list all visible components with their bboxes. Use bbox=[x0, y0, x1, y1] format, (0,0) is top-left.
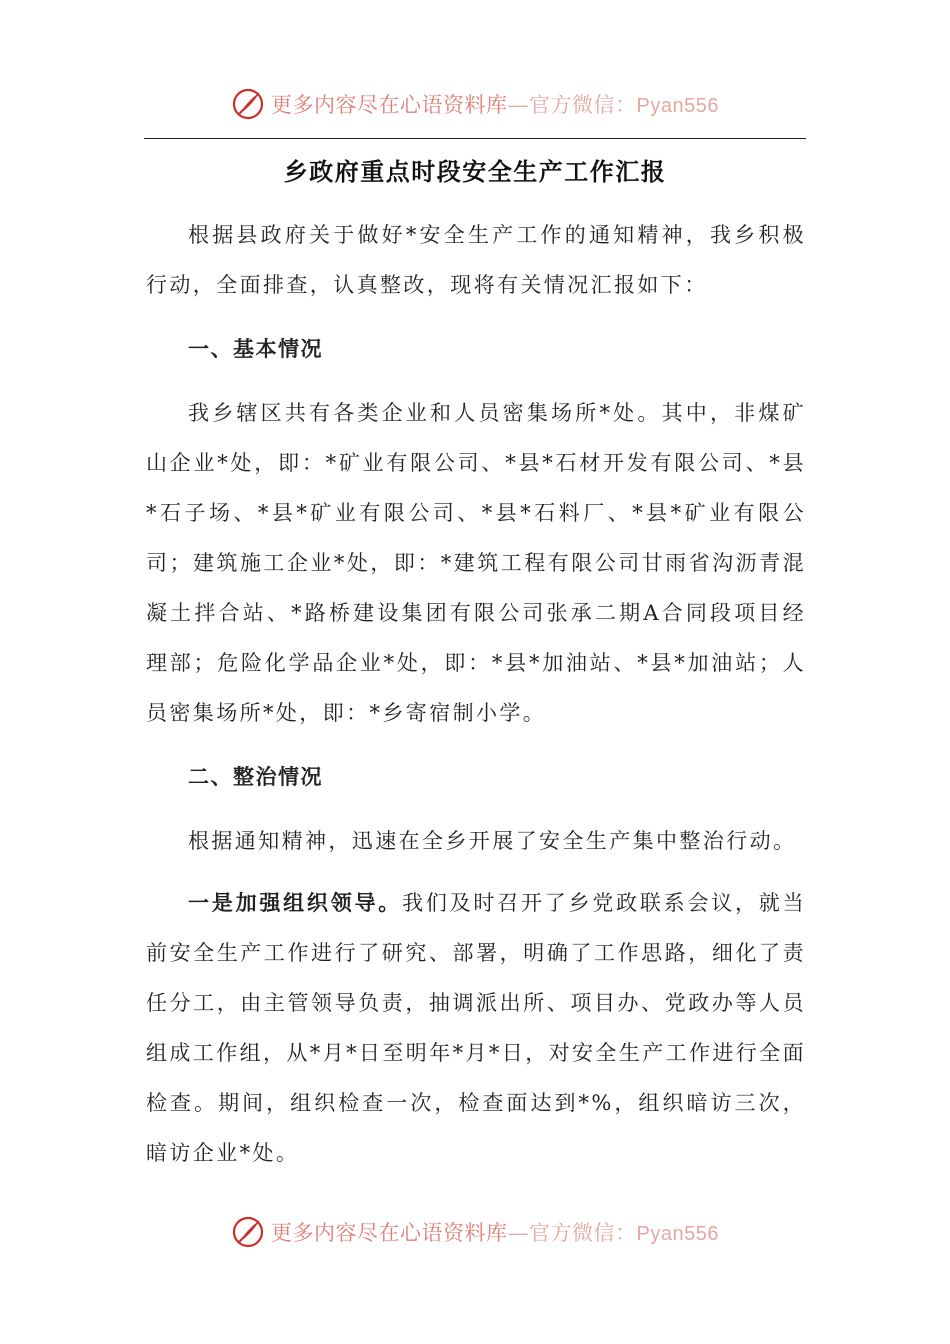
footer-banner-text bbox=[271, 1217, 719, 1247]
footer-banner-wechat-id: Pyan556 bbox=[636, 1223, 719, 1245]
item-organization-lead: 一是加强组织领导。 bbox=[188, 891, 403, 915]
item-organization-paragraph bbox=[146, 878, 806, 1178]
footer-banner-brand: 更多内容尽在心语资料库 bbox=[271, 1221, 508, 1245]
banner-text bbox=[271, 89, 719, 119]
intro-paragraph: 根据县政府关于做好*安全生产工作的通知精神，我乡积极行动，全面排查，认真整改，现将有关情况汇报如下： bbox=[146, 223, 806, 297]
banner-dash: — bbox=[507, 93, 530, 117]
section-heading-rectification: 二、整治情况 bbox=[188, 765, 323, 789]
document-title: 乡政府重点时段安全生产工作汇报 bbox=[283, 158, 667, 186]
banner-content bbox=[231, 87, 719, 121]
banner-wechat-label: 官方微信： bbox=[529, 93, 637, 117]
document-body bbox=[146, 210, 806, 1178]
section-rectification-intro: 根据通知精神，迅速在全乡开展了安全生产集中整治行动。 bbox=[188, 829, 797, 853]
footer-banner-wechat-label: 官方微信： bbox=[529, 1221, 637, 1245]
section-heading-basic: 一、基本情况 bbox=[188, 337, 323, 361]
footer-banner-content bbox=[231, 1215, 719, 1249]
banner-wechat-id: Pyan556 bbox=[636, 95, 719, 117]
feather-pen-logo-icon bbox=[231, 87, 265, 121]
section-basic-paragraph: 我乡辖区共有各类企业和人员密集场所*处。其中，非煤矿山企业*处，即：*矿业有限公司、*县*石材开发有限公司、*县*石子场、*县*矿业有限公司、*县*石料厂、*县*矿业有限公司；建筑施工企业*处，即：*建筑工程有限公司甘雨省沟沥青混凝土拌合站、*路桥建设集团有限公司张承二期A合同段项目经理部；危险化学品企业*处，即：*县*加油站、*县*加油站；人员密集场所*处，即：*乡寄宿制小学。 bbox=[146, 401, 806, 725]
footer-banner-dash: — bbox=[507, 1221, 530, 1245]
banner-brand: 更多内容尽在心语资料库 bbox=[271, 93, 508, 117]
footer-banner bbox=[0, 1210, 950, 1254]
header-divider bbox=[144, 138, 806, 139]
feather-pen-logo-icon bbox=[231, 1215, 265, 1249]
header-banner bbox=[0, 82, 950, 126]
item-organization-body: 我们及时召开了乡党政联系会议，就当前安全生产工作进行了研究、部署，明确了工作思路，细化了责任分工，由主管领导负责，抽调派出所、项目办、党政办等人员组成工作组，从*月*日至明年*月*日，对安全生产工作进行全面检查。期间，组织检查一次，检查面达到*%，组织暗访三次，暗访企业*处。 bbox=[146, 891, 806, 1165]
